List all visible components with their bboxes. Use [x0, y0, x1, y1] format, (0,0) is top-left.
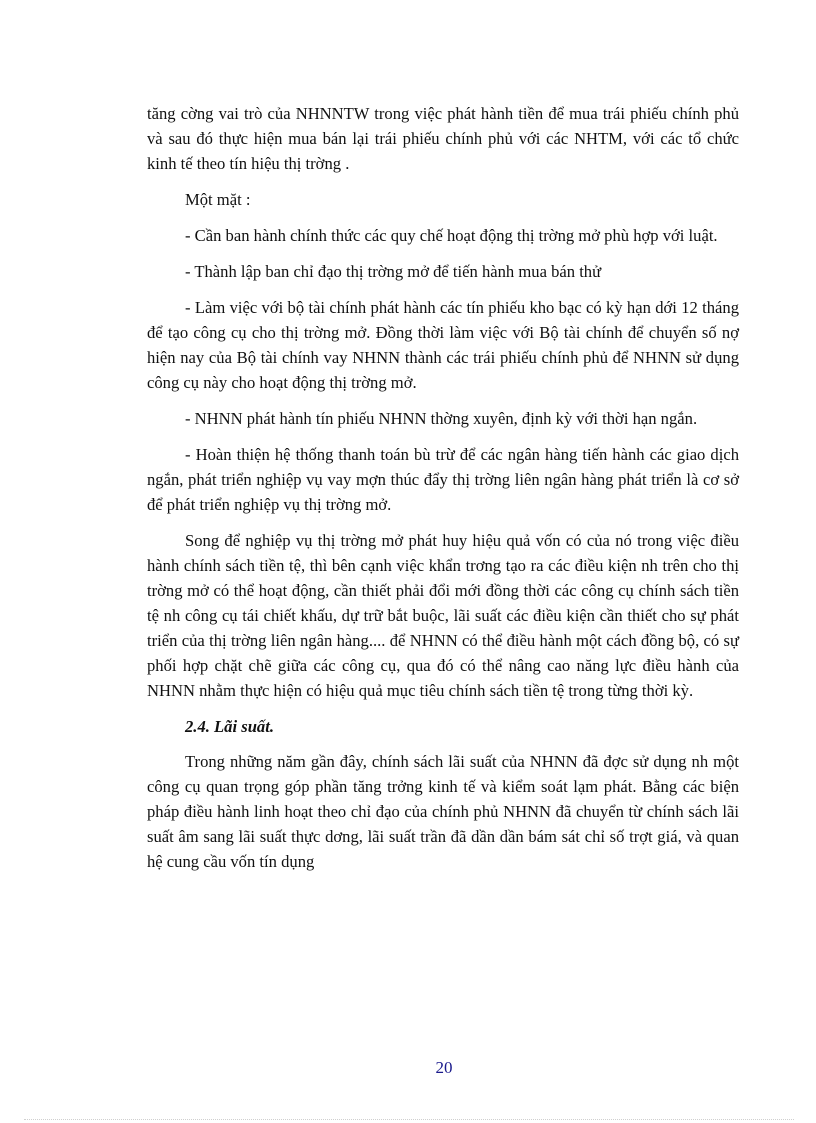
list-item-regulations: - Cần ban hành chính thức các quy chế hoạt động thị trờng mở phù hợp với luật.: [185, 226, 718, 245]
body-text: [147, 101, 739, 885]
paragraph-interest-rate: Trong những năm gần đây, chính sách lãi suất của NHNN đã đợc sử dụng nh một công cụ quan trọng góp phần tăng trởng kinh tế và kiểm soát lạm phát. Bằng các biện pháp điều hành linh hoạt theo chỉ đạo của chính phủ NHNN đã chuyển từ chính sách lãi suất âm sang lãi suất thực dơng, lãi suất trần đã dần dần bám sát chỉ số trợt giá, và quan hệ cung cầu vốn tín dụng: [147, 752, 739, 871]
list-item-nhnn-bills: - NHNN phát hành tín phiếu NHNN thờng xuyên, định kỳ với thời hạn ngắn.: [185, 409, 698, 428]
list-item-steering-board: - Thành lập ban chỉ đạo thị trờng mở để tiến hành mua bán thử: [185, 262, 602, 281]
list-item-clearing-system: - Hoàn thiện hệ thống thanh toán bù trừ để các ngân hàng tiến hành các giao dịch ngắn, phát triển nghiệp vụ vay mợn thúc đẩy thị trờng liên ngân hàng phát triển là cơ sở để phát triển nghiệp vụ thị trờng mở.: [147, 445, 739, 514]
paragraph-one-aspect: Một mặt :: [185, 190, 251, 209]
section-heading: 2.4. Lãi suất.: [185, 717, 274, 736]
page-number: 20: [435, 1058, 453, 1077]
list-item-treasury-bills: - Làm việc với bộ tài chính phát hành các tín phiếu kho bạc có kỳ hạn dới 12 tháng để tạo công cụ cho thị trờng mở. Đồng thời làm việc với Bộ tài chính để chuyển số nợ hiện nay của Bộ tài chính vay NHNN thành các trái phiếu chính phủ để NHNN sử dụng công cụ này cho hoạt động thị trờng mở.: [147, 298, 739, 392]
paragraph-continuation: tăng cờng vai trò của NHNNTW trong việc phát hành tiền để mua trái phiếu chính phủ và sau đó thực hiện mua bán lại trái phiếu chính phủ với các NHTM, với các tổ chức kinh tế theo tín hiệu thị trờng .: [147, 104, 739, 173]
bottom-divider: [24, 1119, 794, 1120]
paragraph-open-market-conclusion: Song để nghiệp vụ thị trờng mở phát huy hiệu quả vốn có của nó trong việc điều hành chính sách tiền tệ, thì bên cạnh việc khẩn trơng tạo ra các điều kiện nh trên cho thị trờng mở có thể hoạt động, cần thiết phải đổi mới đồng thời các công cụ chính sách tiền tệ nh công cụ tái chiết khấu, dự trữ bắt buộc, lãi suất các điều kiện cần thiết cho sự phát triển của thị trờng liên ngân hàng.... để NHNN có thể điều hành một cách đồng bộ, có sự phối hợp chặt chẽ giữa các công cụ, qua đó có thể nâng cao năng lực điều hành của NHNN nhằm thực hiện có hiệu quả mục tiêu chính sách tiền tệ trong từng thời kỳ.: [147, 531, 739, 700]
